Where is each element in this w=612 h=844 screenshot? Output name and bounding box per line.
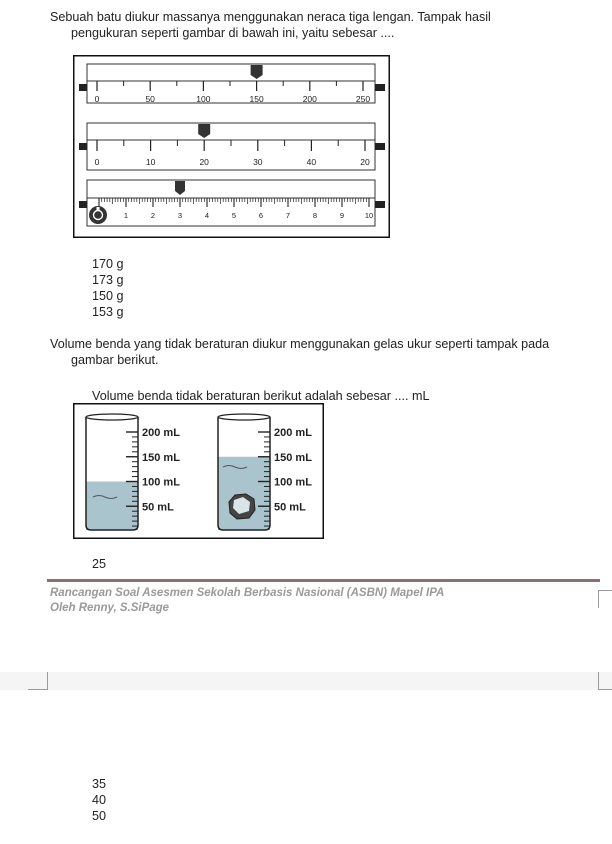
option-d[interactable]: 153 g [92,305,124,319]
footer-line-2: Oleh Renny, S.SiPage [50,602,170,614]
question-2-text-line-1: Volume benda yang tidak beraturan diukur menggunakan gelas ukur seperti tampak pada [50,337,550,351]
beam-1-label: 100 [196,94,211,104]
beam-3-label: 9 [339,211,345,220]
option-d-2[interactable]: 50 [92,809,107,823]
beam-3-label: 5 [231,211,237,220]
beam-3-label: 3 [177,211,183,220]
footer-line-1: Rancangan Soal Asesmen Sekolah Berbasis Nasional (ASBN) Mapel IPA [50,587,445,599]
irregular-stone-icon [229,494,255,519]
option-b[interactable]: 173 g [92,273,124,287]
beam-2-label: 0 [94,157,100,167]
beam-2 [79,123,385,170]
cylinder-left-label: 200 mL [142,427,180,439]
cylinder-right-label: 50 mL [274,501,306,514]
beam-1-label: 50 [145,94,155,104]
page-corner-mark-right [598,672,612,690]
page-corner-mark-top-right [598,590,612,608]
beam-2-label: 20 [199,157,209,167]
measuring-cylinders-figure [73,403,324,539]
option-c[interactable]: 150 g [92,289,124,303]
cylinder-left-label: 150 mL [142,451,180,464]
cylinder-right-label: 200 mL [274,427,312,439]
beam-3-label: 10 [364,211,374,220]
beam-3-label: 4 [204,211,210,220]
beam-1-label: 0 [94,94,100,104]
cylinder-left-label: 50 mL [142,501,174,514]
beam-1-label: 150 [249,94,264,104]
beam-3-label: 1 [123,211,129,220]
option-a-2[interactable]: 25 [92,557,107,571]
question-1-text-line-1: Sebuah batu diukur massanya menggunakan neraca tiga lengan. Tampak hasil [50,10,491,24]
question-1-text-line-2: pengukuran seperti gambar di bawah ini, yaitu sebesar .... [71,26,395,40]
triple-beam-balance-figure [73,55,390,238]
page-corner-mark-left [28,672,48,690]
cylinder-right-label: 100 mL [274,476,312,489]
zero-adjust-knob-icon[interactable] [89,206,107,224]
beam-3-label: 2 [150,211,156,220]
page-separator [0,672,612,690]
footer-rule [47,579,600,582]
beam-3-label: 6 [258,211,264,220]
beam-3-label: 8 [312,211,318,220]
option-c-2[interactable]: 40 [92,793,107,807]
beam-2-label: 30 [253,157,263,167]
beam-1-label: 250 [355,94,371,104]
option-b-2[interactable]: 35 [92,777,107,791]
option-a[interactable]: 170 g [92,257,124,271]
cylinder-right-label: 150 mL [274,451,312,464]
beam-2-label: 40 [306,157,317,167]
beam-3-label: 7 [285,211,291,220]
beam-1-label: 200 [302,94,317,104]
beam-3 [79,180,385,226]
beam-1 [79,64,385,104]
question-2-prompt: Volume benda tidak beraturan berikut adalah sebesar .... mL [92,389,430,403]
beam-2-label: 20 [360,157,370,167]
beam-2-label: 10 [145,157,156,167]
cylinder-left-label: 100 mL [142,476,180,489]
question-2-text-line-2: gambar berikut. [71,353,159,367]
